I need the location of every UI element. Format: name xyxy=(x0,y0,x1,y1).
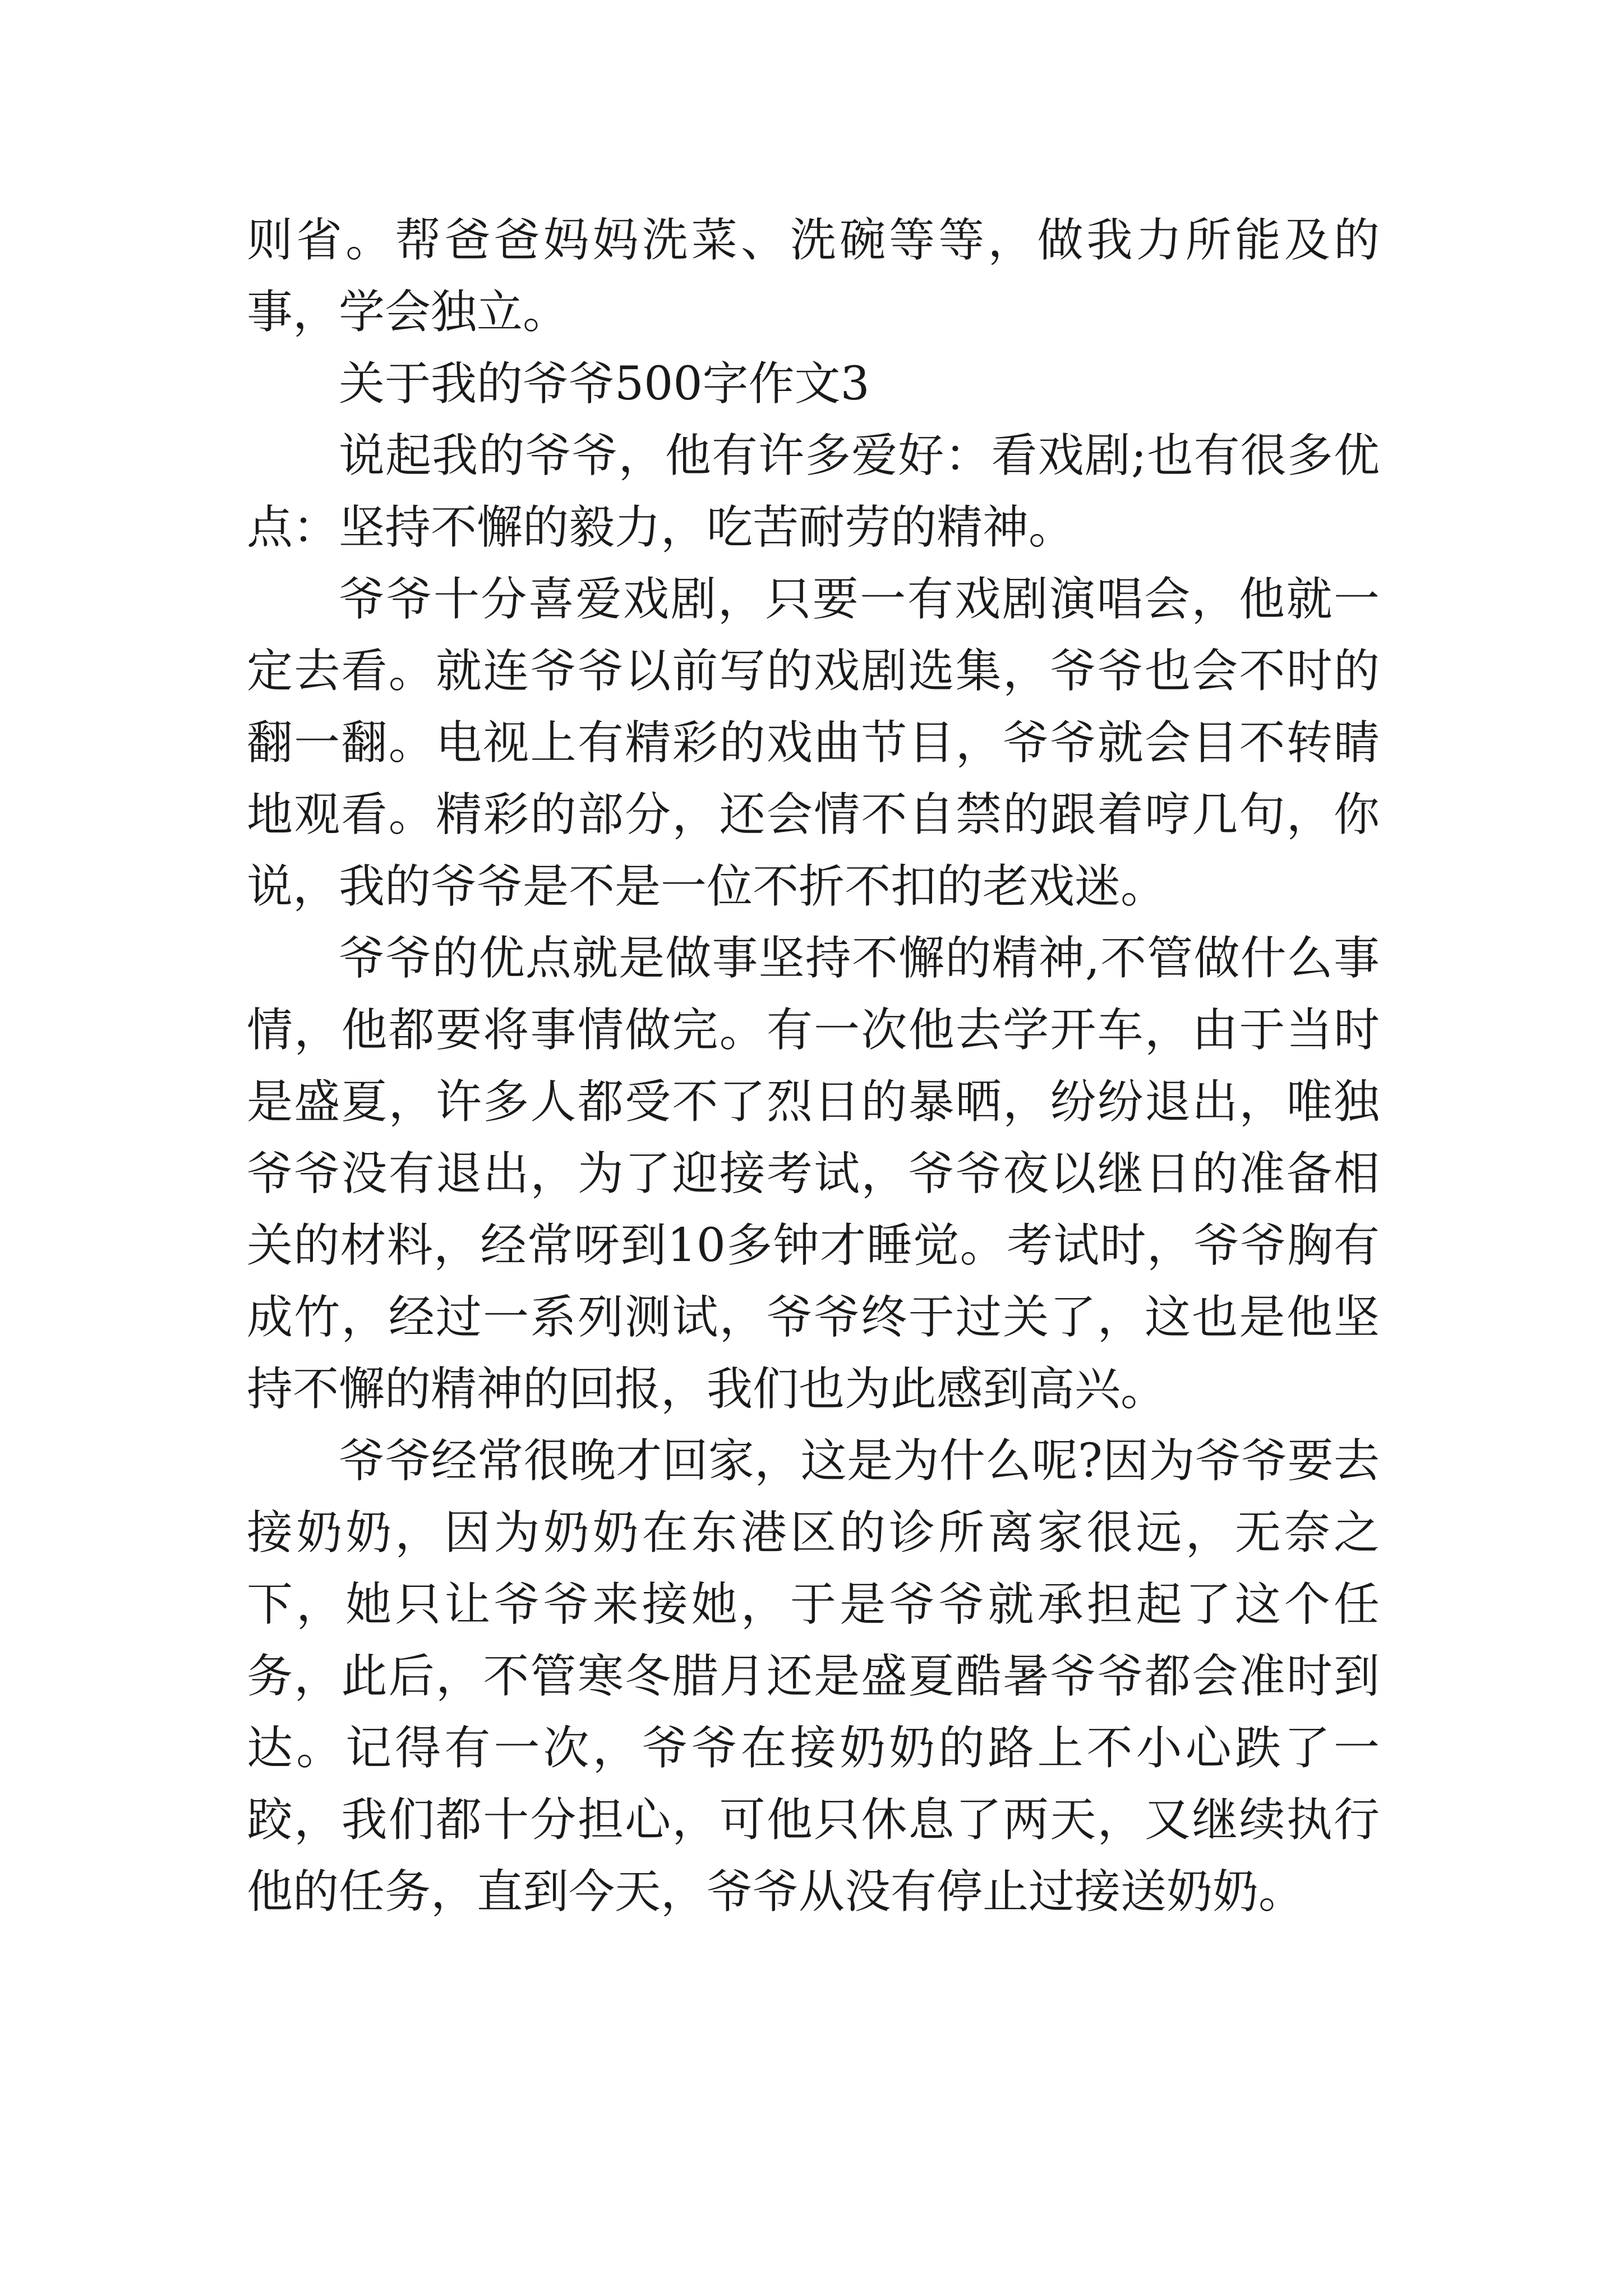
paragraph-pickup-grandma: 爷爷经常很晚才回家，这是为什么呢?因为爷爷要去接奶奶，因为奶奶在东港区的诊所离家很远，无奈之下，她只让爷爷来接她，于是爷爷就承担起了这个任务，此后，不管寒冬腊月还是盛夏酷暑爷爷都会准时到达。记得有一次，爷爷在接奶奶的路上不小心跌了一跤，我们都十分担心，可他只休息了两天，又继续执行他的任务，直到今天，爷爷从没有停止过接送奶奶。 xyxy=(247,1434,1380,1918)
paragraph-perseverance: 爷爷的优点就是做事坚持不懈的精神,不管做什么事情，他都要将事情做完。有一次他去学开车，由于当时是盛夏，许多人都受不了烈日的暴晒，纷纷退出，唯独爷爷没有退出，为了迎接考试，爷爷夜以继日的准备相关的材料，经常呀到10多钟才睡觉。考试时，爷爷胸有成竹，经过一系列测试，爷爷终于过关了，这也是他坚持不懈的精神的回报，我们也为此感到高兴。 xyxy=(247,932,1380,1416)
essay-title: 关于我的爷爷500字作文3 xyxy=(339,357,870,411)
paragraph-intro: 说起我的爷爷，他有许多爱好：看戏剧;也有很多优点：坚持不懈的毅力，吃苦耐劳的精神。 xyxy=(247,429,1380,554)
paragraph-hobby: 爷爷十分喜爱戏剧，只要一有戏剧演唱会，他就一定去看。就连爷爷以前写的戏剧选集，爷爷也会不时的翻一翻。电视上有精彩的戏曲节目，爷爷就会目不转睛地观看。精彩的部分，还会情不自禁的跟着哼几句，你说，我的爷爷是不是一位不折不扣的老戏迷。 xyxy=(247,573,1380,913)
paragraph-continuation: 则省。帮爸爸妈妈洗菜、洗碗等等，做我力所能及的事，学会独立。 xyxy=(247,214,1380,339)
document-body xyxy=(247,205,1380,1928)
